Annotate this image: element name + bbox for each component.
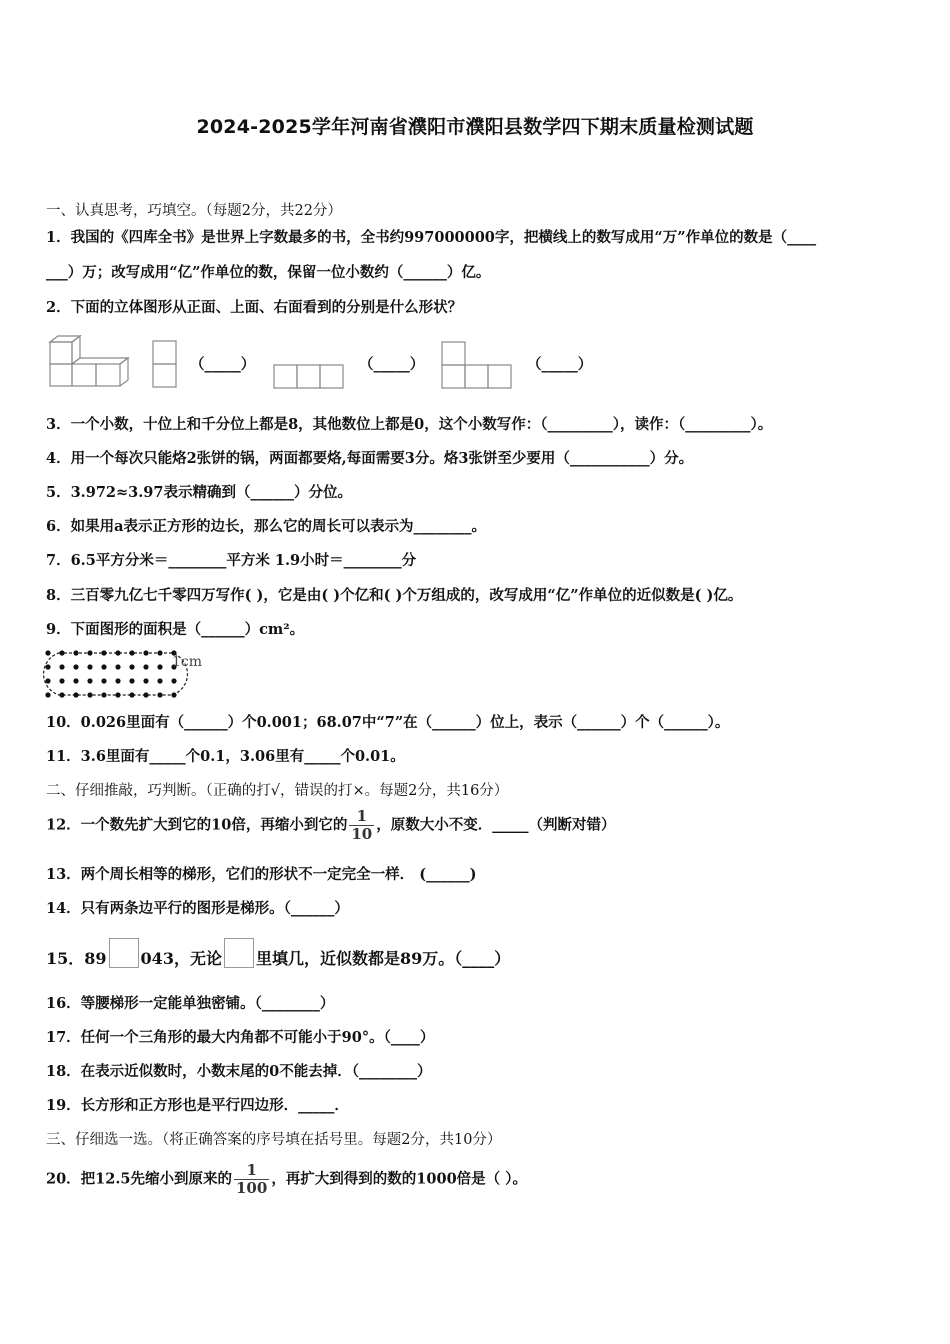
grid-dot	[157, 678, 162, 683]
front-view-answer-blank: （_____）	[190, 356, 256, 373]
question-19: 19．长方形和正方形也是平行四边形．_____．	[46, 1097, 349, 1114]
question-15-text-c: 里填几，近似数都是89万。（____）	[255, 949, 511, 968]
grid-dot	[157, 692, 162, 697]
fraction-numerator: 1	[349, 808, 374, 826]
question-10: 10．0.026里面有（______）个0.001；68.07中“7”在（______）位上，表示（______）个（______）。	[46, 714, 730, 731]
question-18: 18．在表示近似数时，小数末尾的0不能去掉．（________）	[46, 1063, 432, 1080]
grid-dot	[101, 650, 106, 655]
digit-box[interactable]	[224, 938, 254, 968]
grid-dot	[115, 678, 120, 683]
grid-dot	[87, 664, 92, 669]
question-8: 8．三百零九亿七千零四万写作( )，它是由( )个亿和( )个万组成的，改写成用“亿”作单位的近似数是( )亿。	[46, 587, 743, 604]
question-1-line-2: ___）万；改写成用“亿”作单位的数，保留一位小数约（______）亿。	[46, 264, 491, 281]
question-11: 11．3.6里面有_____个0.1，3.06里有_____个0.01。	[46, 748, 405, 765]
grid-dot	[115, 664, 120, 669]
question-6: 6．如果用a表示正方形的边长，那么它的周长可以表示为________。	[46, 518, 486, 535]
grid-dot	[73, 664, 78, 669]
page-title: 2024-2025学年河南省濮阳市濮阳县数学四下期末质量检测试题	[196, 116, 754, 138]
grid-dot	[157, 664, 162, 669]
question-17: 17．任何一个三角形的最大内角都不可能小于90°。（____）	[46, 1029, 435, 1046]
right-view-answer-blank: （_____）	[527, 356, 593, 373]
section-2-heading: 二、仔细推敲，巧判断。（正确的打√，错误的打×。每题2分，共16分）	[46, 783, 509, 799]
question-2: 2．下面的立体图形从正面、上面、右面看到的分别是什么形状？	[46, 299, 463, 316]
grid-dot	[59, 678, 64, 683]
question-16: 16．等腰梯形一定能单独密铺。（________）	[46, 995, 335, 1012]
question-4: 4．用一个每次只能烙2张饼的锅，两面都要烙,每面需要3分。烙3张饼至少要用（___________）分。	[46, 450, 694, 467]
grid-dot	[157, 650, 162, 655]
question-12	[46, 808, 615, 843]
grid-dot	[129, 678, 134, 683]
question-20-text-a: 20．把12.5先缩小到原来的	[46, 1170, 232, 1188]
grid-dot	[45, 692, 50, 697]
grid-dot	[129, 692, 134, 697]
grid-dot	[59, 664, 64, 669]
question-12-text-b: ，原数大小不变．_____（判断对错）	[376, 816, 616, 834]
question-3: 3．一个小数，十位上和千分位上都是8，其他数位上都是0，这个小数写作：（_________），读作：（_________）。	[46, 416, 773, 433]
grid-dot	[87, 678, 92, 683]
right-view-figure	[441, 341, 515, 391]
grid-dot	[101, 664, 106, 669]
fraction-one-tenth	[349, 808, 374, 843]
grid-dot	[45, 664, 50, 669]
question-7: 7．6.5平方分米＝________平方米 1.9小时＝________分	[46, 552, 417, 569]
question-20-text-b: ，再扩大到得到的数的1000倍是（ ）。	[271, 1170, 527, 1188]
grid-dots	[45, 650, 176, 697]
question-1-line-1: 1．我国的《四库全书》是世界上字数最多的书，全书约997000000字，把横线上的数写成用“万”作单位的数是（____	[46, 229, 817, 246]
grid-dot	[59, 650, 64, 655]
top-view-answer-blank: （_____）	[359, 356, 425, 373]
grid-dot	[115, 650, 120, 655]
question-5: 5．3.972≈3.97表示精确到（______）分位。	[46, 484, 352, 501]
top-view-figure	[273, 364, 347, 392]
grid-dot	[45, 678, 50, 683]
grid-dot	[115, 692, 120, 697]
grid-dot	[87, 650, 92, 655]
question-15-text-a: 15．89	[46, 949, 107, 968]
front-view-figure	[152, 340, 178, 390]
grid-dot	[101, 692, 106, 697]
question-13: 13．两个周长相等的梯形，它们的形状不一定完全一样． (______)	[46, 866, 477, 883]
question-14: 14．只有两条边平行的图形是梯形。（______）	[46, 900, 349, 917]
section-1-heading: 一、认真思考，巧填空。（每题2分，共22分）	[46, 203, 342, 219]
section-3-heading: 三、仔细选一选。（将正确答案的序号填在括号里。每题2分，共10分）	[46, 1132, 502, 1148]
fraction-numerator: 1	[234, 1162, 269, 1180]
question-20	[46, 1162, 527, 1197]
grid-dot	[73, 692, 78, 697]
grid-dot	[45, 650, 50, 655]
question-15-text-b: 043，无论	[140, 949, 222, 968]
grid-dot	[143, 692, 148, 697]
grid-dot	[87, 692, 92, 697]
question-15	[46, 938, 510, 969]
fraction-one-hundredth	[234, 1162, 269, 1197]
grid-dot	[129, 664, 134, 669]
grid-dot	[171, 678, 176, 683]
fraction-denominator: 10	[351, 825, 373, 843]
grid-dot	[171, 692, 176, 697]
grid-dot	[73, 650, 78, 655]
grid-dot	[59, 692, 64, 697]
grid-dot	[73, 678, 78, 683]
shape-outline	[44, 653, 188, 695]
grid-dot	[143, 678, 148, 683]
grid-dot	[143, 650, 148, 655]
grid-dot	[101, 678, 106, 683]
digit-box[interactable]	[109, 938, 139, 968]
question-12-text-a: 12．一个数先扩大到它的10倍，再缩小到它的	[46, 816, 348, 834]
fraction-denominator: 100	[236, 1179, 268, 1197]
unit-length-label: 1cm	[172, 654, 203, 670]
cube-figure	[46, 334, 128, 392]
grid-dot	[143, 664, 148, 669]
grid-dot	[129, 650, 134, 655]
question-9: 9．下面图形的面积是（______）cm²。	[46, 621, 305, 638]
